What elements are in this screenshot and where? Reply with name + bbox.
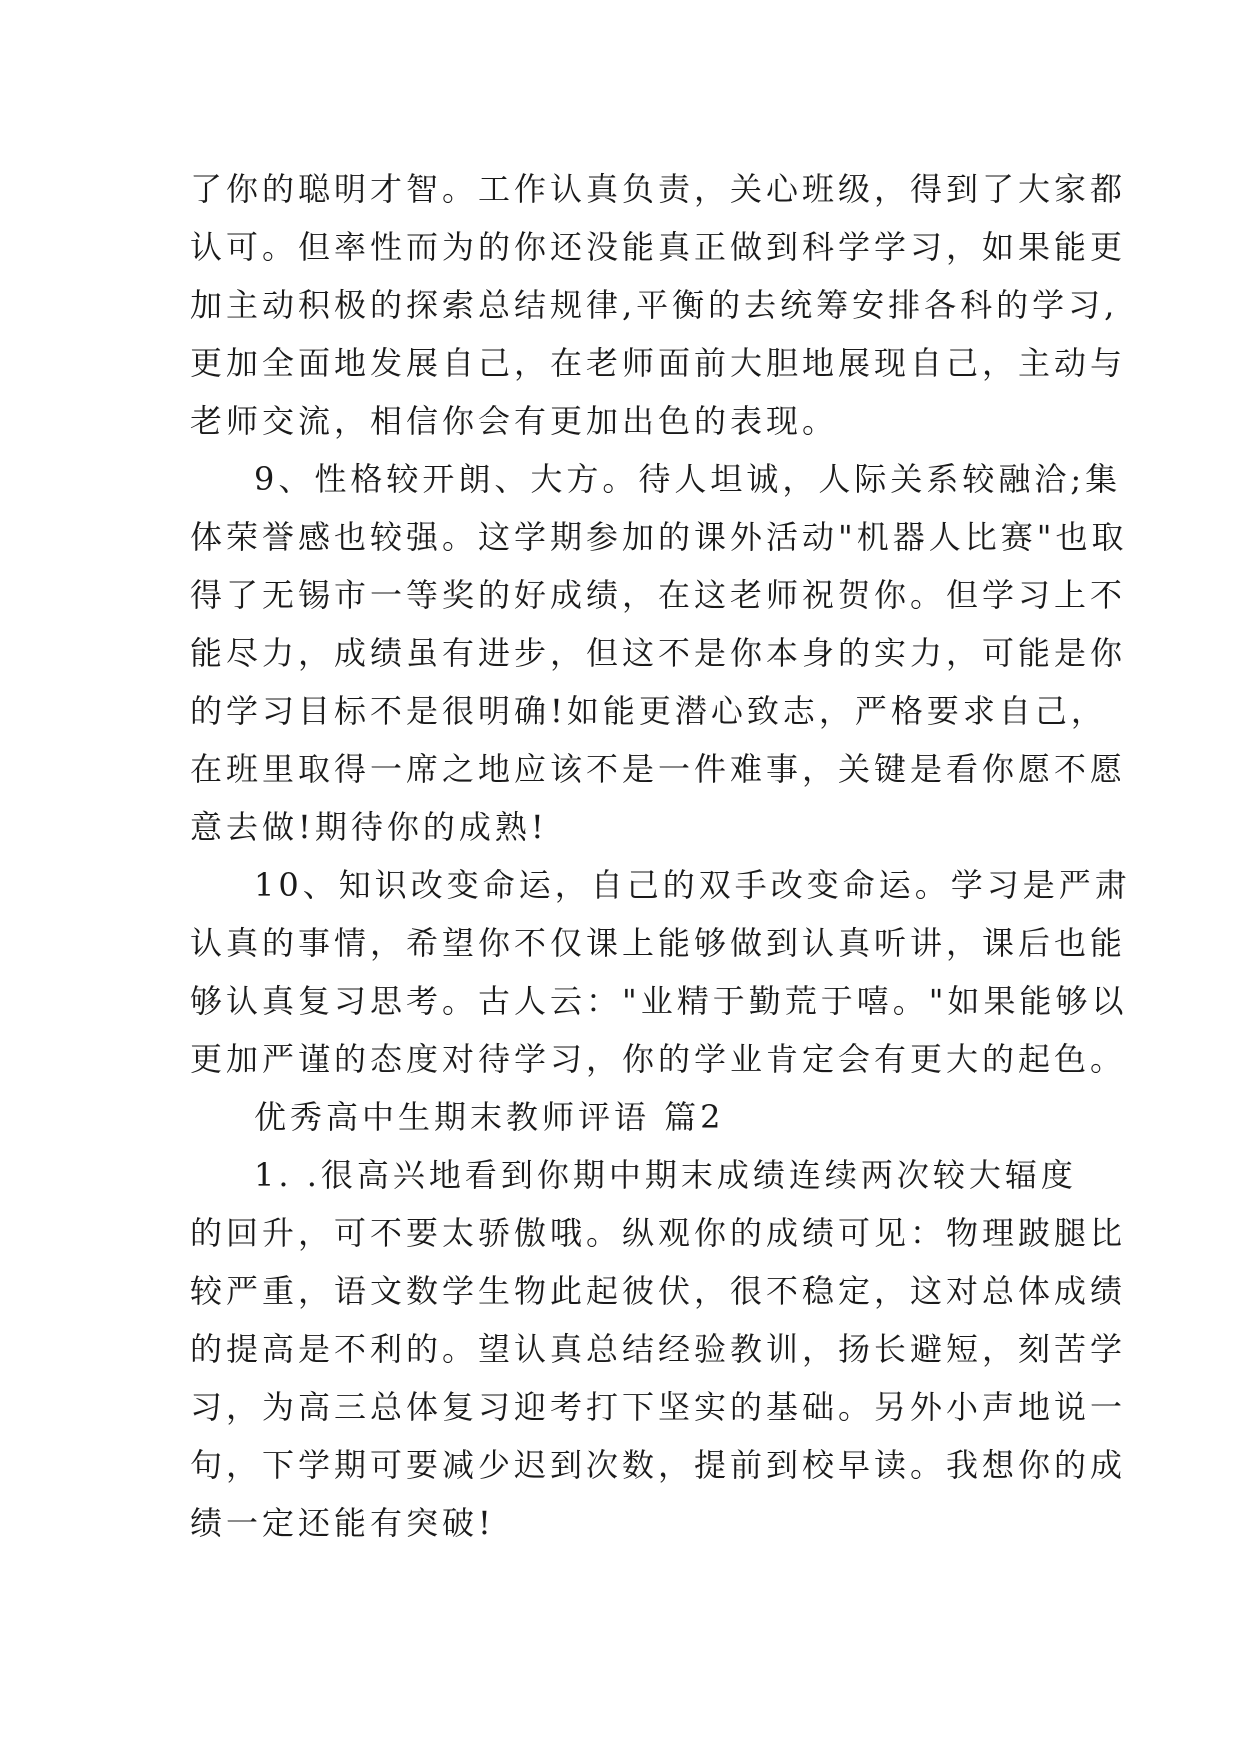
text-line-15: 够认真复习思考。古人云："业精于勤荒于嘻。"如果能够以 — [190, 982, 1128, 1020]
text-line-23: 句，下学期可要减少迟到次数，提前到校早读。我想你的成 — [190, 1446, 1127, 1484]
text-line-24: 绩一定还能有突破! — [190, 1504, 495, 1542]
text-line-14: 认真的事情，希望你不仅课上能够做到认真听讲，课后也能 — [190, 924, 1127, 962]
text-line-12: 意去做!期待你的成熟! — [190, 808, 548, 846]
text-line-22: 习，为高三总体复习迎考打下坚实的基础。另外小声地说一 — [190, 1388, 1127, 1426]
text-line-7: 体荣誉感也较强。这学期参加的课外活动"机器人比赛"也取 — [190, 518, 1128, 556]
text-line-3: 加主动积极的探索总结规律,平衡的去统筹安排各科的学习, — [190, 286, 1119, 324]
text-line-16: 更加严谨的态度对待学习，你的学业肯定会有更大的起色。 — [190, 1040, 1127, 1078]
document-body — [190, 160, 1131, 1552]
text-line-20: 较严重，语文数学生物此起彼伏，很不稳定，这对总体成绩 — [190, 1272, 1127, 1310]
text-line-1: 了你的聪明才智。工作认真负责，关心班级，得到了大家都 — [190, 170, 1127, 208]
text-line-6: 9、性格较开朗、大方。待人坦诚，人际关系较融洽;集 — [254, 460, 1122, 498]
text-line-10: 的学习目标不是很明确!如能更潜心致志，严格要求自己， — [190, 692, 1107, 730]
text-line-19: 的回升，可不要太骄傲哦。纵观你的成绩可见：物理跛腿比 — [190, 1214, 1127, 1252]
text-line-2: 认可。但率性而为的你还没能真正做到科学学习，如果能更 — [190, 228, 1127, 266]
text-line-21: 的提高是不利的。望认真总结经验教训，扬长避短，刻苦学 — [190, 1330, 1127, 1368]
text-line-4: 更加全面地发展自己，在老师面前大胆地展现自己，主动与 — [190, 344, 1127, 382]
text-line-18: 1. .很高兴地看到你期中期末成绩连续两次较大辐度 — [254, 1156, 1077, 1194]
text-line-11: 在班里取得一席之地应该不是一件难事，关键是看你愿不愿 — [190, 750, 1127, 788]
text-line-13: 10、知识改变命运，自己的双手改变命运。学习是严肃 — [254, 866, 1131, 904]
text-line-9: 能尽力，成绩虽有进步，但这不是你本身的实力，可能是你 — [190, 634, 1127, 672]
text-line-5: 老师交流，相信你会有更加出色的表现。 — [190, 402, 839, 440]
section-heading: 优秀高中生期末教师评语 篇2 — [254, 1098, 725, 1136]
text-line-8: 得了无锡市一等奖的好成绩，在这老师祝贺你。但学习上不 — [190, 576, 1127, 614]
